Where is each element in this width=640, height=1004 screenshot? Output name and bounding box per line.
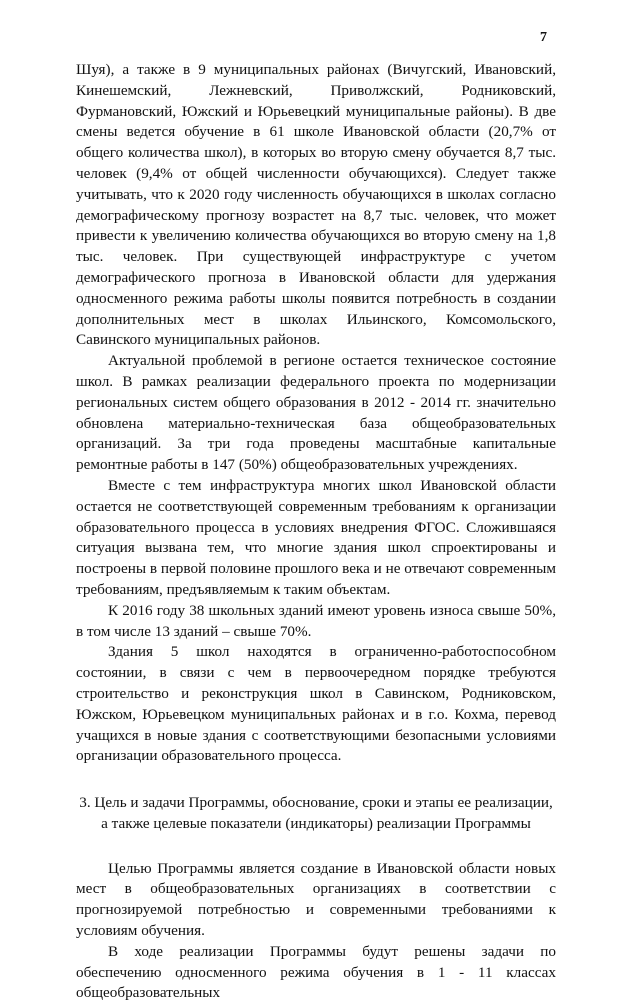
paragraph-2: Актуальной проблемой в регионе остается техническое состояние школ. В рамках реализации федерального проекта по модернизации региональных систем общего образования в 2012 - 2014 гг. значительно обновлена материально-техническая база общеобразовательных организаций. За три года проведены масштабные капитальные ремонтные работы в 147 (50%) общеобразовательных учреждениях.	[76, 352, 556, 474]
paragraph-3: Вместе с тем инфраструктура многих школ Ивановской области остается не соответствующей современным требованиям к организации образовательного процесса в условиях внедрения ФГОС. Сложившаяся ситуация вызвана тем, что многие здания школ спроектированы и построены в первой половине прошлого века и не отвечают современным требованиям, предъявляемым к таким объектам.	[76, 476, 556, 598]
section-title: 3. Цель и задачи Программы, обоснование, сроки и этапы ее реализации, а также целевые показатели (индикаторы) реализации Программы	[79, 794, 553, 832]
paragraph-5: Здания 5 школ находятся в ограниченно-работоспособном состоянии, в связи с чем в первоочередном порядке требуются строительство и реконструкция школ в Савинском, Родниковском, Южском, Юрьевецком муниципальных районах и в г.о. Кохма, перевод учащихся в новые здания с соответствующими безопасными условиями организации образовательного процесса.	[76, 643, 556, 765]
paragraph-6: Целью Программы является создание в Ивановской области новых мест в общеобразовательных организациях в соответствии с прогнозируемой потребностью и современными требованиями к условиям обучения.	[76, 859, 556, 940]
paragraph-4: К 2016 году 38 школьных зданий имеют уровень износа свыше 50%, в том числе 13 зданий – свыше 70%.	[76, 601, 556, 640]
document-body	[76, 60, 556, 1004]
paragraph-1: Шуя), а также в 9 муниципальных районах (Вичугский, Ивановский, Кинешемский, Лежневский, Приволжский, Родниковский, Фурмановский, Южский и Юрьевецкий муниципальные районы). В две смены ведется обучение в 61 школе Ивановской области (20,7% от общего количества школ), в которых во вторую смену обучается 8,7 тыс. человек (9,4% от общей численности обучающихся). Следует также учитывать, что к 2020 году численность обучающихся в школах согласно демографическому прогнозу возрастет на 8,7 тыс. человек, что может привести к увеличению количества обучающихся во вторую смену на 1,8 тыс. человек. При существующей инфраструктуре с учетом демографического прогноза в Ивановской области для удержания односменного режима работы школы появится потребность в создании дополнительных мест в школах Ильинского, Комсомольского, Савинского муниципальных районов.	[76, 61, 556, 349]
paragraph-7: В ходе реализации Программы будут решены задачи по обеспечению односменного режима обучения в 1 - 11 классах общеобразовательных	[76, 942, 556, 1002]
page-number: 7	[540, 30, 547, 45]
